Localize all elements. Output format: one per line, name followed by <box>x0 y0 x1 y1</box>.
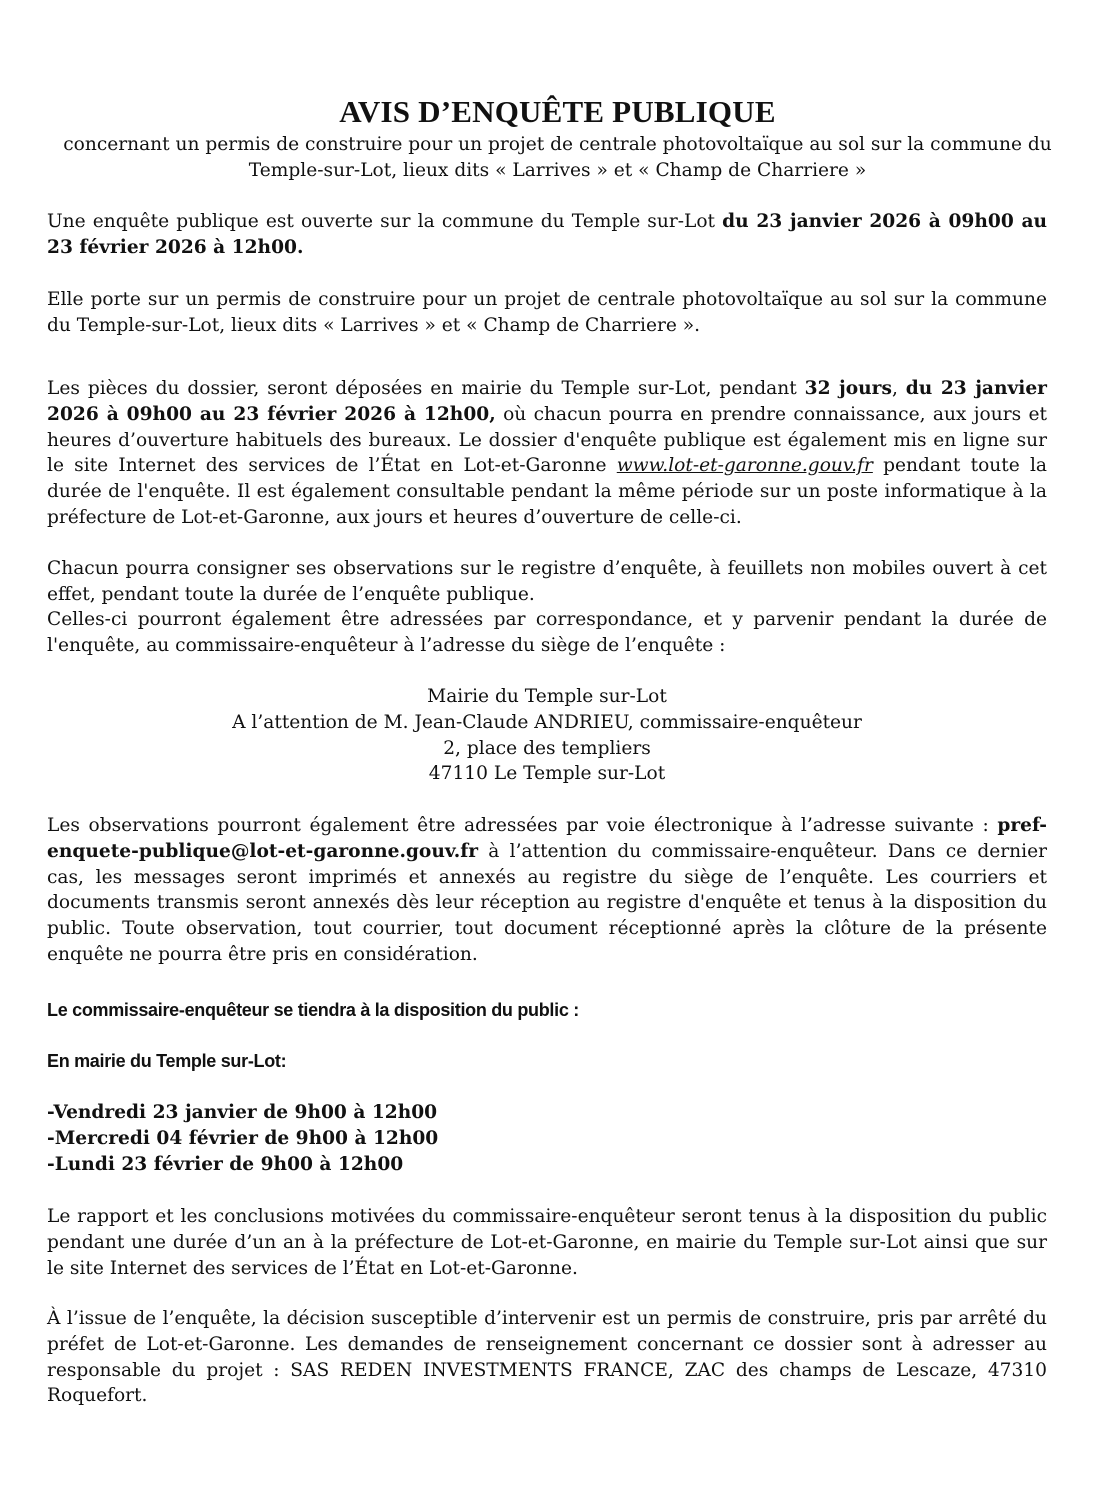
prefecture-website-link[interactable]: www.lot-et-garonne.gouv.fr <box>616 455 873 477</box>
paragraph-electronic <box>47 813 1047 968</box>
availability-heading: Le commissaire-enquêteur se tiendra à la disposition du public : <box>47 1000 579 1020</box>
paragraph-text: pendant toute la durée de l'enquête. Il est également consultable pendant la même période sur un poste informatique à la préfecture de Lot-et-Garonne, aux jours et heures d’ouverture de celle-ci. <box>47 455 1047 528</box>
subtitle-line: concernant un permis de construire pour un projet de centrale photovoltaïque au sol sur la commune du <box>63 134 1052 155</box>
consultation-dates: du 23 janvier 2026 à 09h00 au 23 février 2026 à 12h00, <box>47 378 1047 425</box>
enquiry-dates: du 23 janvier 2026 à 09h00 au 23 février 2026 à 12h00. <box>47 211 1048 258</box>
paragraph-text: Une enquête publique est ouverte sur la commune du Temple sur-Lot <box>47 211 723 232</box>
address-line: Mairie du Temple sur-Lot <box>427 686 667 707</box>
schedule-item: -Lundi 23 février de 9h00 à 12h00 <box>47 1153 404 1175</box>
paragraph-correspondence: Celles-ci pourront également être adressées par correspondance, et y parvenir pendant la durée de l'enquête, au commissaire-enquêteur à l’adresse du siège de l’enquête : <box>47 609 1047 656</box>
notice-subtitle <box>40 132 1075 184</box>
address-line: 47110 Le Temple sur-Lot <box>428 763 666 785</box>
paragraph-register: Chacun pourra consigner ses observations sur le registre d’enquête, à feuillets non mobiles ouvert à cet effet, pendant toute la durée de l’enquête publique. <box>47 558 1047 605</box>
postal-address <box>47 684 1047 787</box>
permanence-schedule <box>47 1100 1047 1177</box>
enquiry-email-address[interactable]: pref-enquete-publique@lot-et-garonne.gouv.fr <box>47 815 1047 862</box>
paragraph-report: Le rapport et les conclusions motivées du commissaire-enquêteur seront tenus à la disposition du public pendant une durée d’un an à la préfecture de Lot-et-Garonne, en mairie du Temple sur-Lot ainsi que sur le site Internet des services de l’État en Lot-et-Garonne. <box>47 1206 1047 1279</box>
notice-title: AVIS D’ENQUÊTE PUBLIQUE <box>339 94 776 129</box>
paragraph-dossier <box>47 376 1047 531</box>
paragraph-text: , <box>891 378 906 399</box>
paragraph-text: Les pièces du dossier, seront déposées en mairie du Temple sur-Lot, pendant <box>47 378 805 399</box>
paragraph-opening <box>47 209 1047 261</box>
paragraph-subject: Elle porte sur un permis de construire pour un projet de centrale photovoltaïque au sol sur la commune du Temple-sur-Lot, lieux dits « Larrives » et « Champ de Charriere ». <box>47 289 1047 336</box>
paragraph-decision: À l’issue de l’enquête, la décision susceptible d’intervenir est un permis de construire, pris par arrêté du préfet de Lot-et-Garonne. Les demandes de renseignement concernant ce dossier sont à adresser au responsable du projet : SAS REDEN INVESTMENTS FRANCE, ZAC des champs de Lescaze, 47310 Roquefort. <box>47 1308 1047 1407</box>
address-line: 2, place des templiers <box>443 737 651 759</box>
schedule-item: -Mercredi 04 février de 9h00 à 12h00 <box>47 1127 439 1149</box>
paragraph-text: à l’attention du commissaire-enquêteur. Dans ce dernier cas, les messages seront imprimés et annexés au registre du siège de l’enquête. Les courriers et documents transmis seront annexés dès leur réception au registre d'enquête et tenus à la disposition du public. Toute observation, tout courrier, tout document réceptionné après la clôture de la présente enquête ne pourra être pris en considération. <box>47 840 1047 965</box>
address-line: A l’attention de M. Jean-Claude ANDRIEU, commissaire-enquêteur <box>232 711 862 733</box>
paragraph-text: Les observations pourront également être adressées par voie électronique à l’adresse suivante : <box>47 815 998 836</box>
paragraph-text: où chacun pourra en prendre connaissance, aux jours et heures d’ouverture habituels des bureaux. Le dossier d'enquête publique est également mis en ligne sur le site Internet des services de l’État en Lot-et-Garonne <box>47 403 1048 477</box>
subtitle-line: Temple-sur-Lot, lieux dits « Larrives » et « Champ de Charriere » <box>248 159 867 181</box>
schedule-item: -Vendredi 23 janvier de 9h00 à 12h00 <box>47 1102 438 1123</box>
duration-days: 32 jours <box>804 378 892 399</box>
location-heading: En mairie du Temple sur-Lot: <box>47 1051 287 1071</box>
